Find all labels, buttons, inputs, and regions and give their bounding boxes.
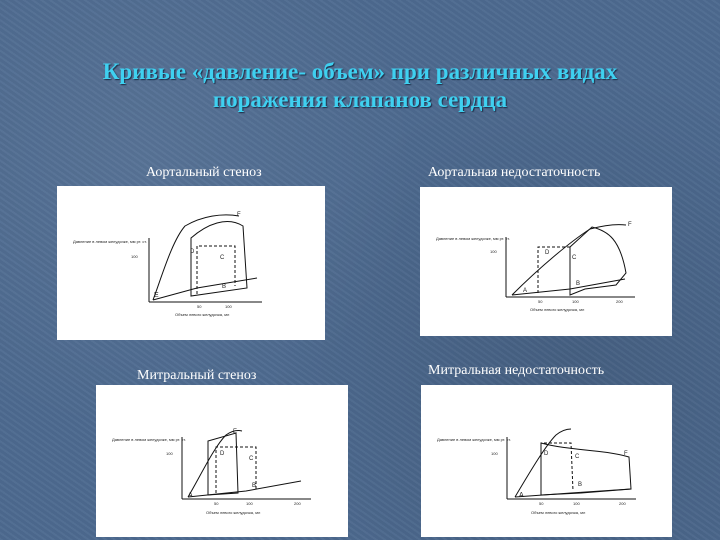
caption-mitral-stenosis: Митральный стеноз	[137, 368, 257, 383]
y-tick: 100	[490, 249, 497, 254]
point-label-top: F	[237, 212, 241, 218]
x-tick-3: 200	[294, 501, 301, 506]
x-tick-3: 200	[616, 299, 623, 304]
panel-aortic-stenosis	[57, 186, 325, 340]
point-label-start: A	[519, 492, 524, 499]
x-tick-1: 50	[539, 501, 544, 506]
point-label-start: A	[523, 288, 528, 294]
point-label-b: B	[252, 483, 257, 489]
point-label-start: A	[188, 492, 193, 499]
x-tick-1: 50	[538, 299, 543, 304]
point-label-top: E	[233, 429, 238, 435]
x-tick-1: 50	[214, 501, 219, 506]
diastolic-limit-curve	[188, 481, 301, 497]
panel-mitral-regurgitation	[421, 385, 672, 537]
x-tick-3: 200	[619, 501, 626, 506]
caption-aortic-stenosis: Аортальный стеноз	[146, 165, 262, 180]
x-tick-2: 100	[225, 304, 232, 309]
x-tick-2: 100	[572, 299, 579, 304]
pv-loop-mitral-stenosis	[96, 385, 348, 537]
y-axis-caption: Давление в левом желудочке, мм рт. ст.	[112, 437, 186, 442]
systolic-limit-curve	[188, 430, 242, 497]
point-label-start: E	[154, 292, 159, 299]
systolic-limit-curve	[153, 215, 239, 300]
y-axis-caption: Давление в левом желудочке, мм рт. ст.	[73, 239, 147, 244]
slide-title-line-2: поражения клапанов сердца	[212, 87, 508, 112]
point-label-b: B	[576, 281, 581, 287]
x-axis-caption: Объем левого желудочка, мл	[530, 307, 585, 312]
point-label-top: F	[624, 451, 628, 457]
point-label-c: C	[220, 255, 225, 261]
systolic-limit-curve	[515, 429, 571, 497]
pv-loop-mitral-regurgitation	[421, 385, 672, 537]
point-label-b: B	[222, 284, 227, 290]
normal-loop	[538, 247, 570, 293]
y-axis-caption: Давление в левом желудочке, мм рт. ст.	[436, 236, 510, 241]
slide-title	[40, 58, 680, 114]
x-axis-caption: Объем левого желудочка, мл	[206, 510, 261, 515]
point-label-c: C	[572, 255, 577, 261]
panel-mitral-stenosis	[96, 385, 348, 537]
pv-loop-aortic-stenosis	[57, 186, 325, 340]
point-label-c: C	[249, 456, 254, 462]
panel-aortic-regurgitation	[420, 187, 672, 336]
x-tick-2: 100	[573, 501, 580, 506]
pv-loop	[208, 433, 238, 495]
point-label-d: D	[220, 451, 225, 457]
x-axis-caption: Объем левого желудочка, мл	[175, 312, 230, 317]
pv-loop-aortic-regurgitation	[420, 187, 672, 336]
caption-mitral-regurgitation: Митральная недостаточность	[428, 363, 605, 378]
y-tick: 100	[131, 254, 138, 259]
point-label-d: D	[544, 451, 549, 457]
point-label-b: B	[578, 482, 583, 488]
slide-title-line-1: Кривые «давление- объем» при различных видах	[102, 59, 618, 84]
point-label-d: D	[545, 250, 550, 256]
point-label-top: F	[628, 222, 632, 228]
x-tick-1: 50	[197, 304, 202, 309]
x-tick-2: 100	[246, 501, 253, 506]
y-tick: 100	[166, 451, 173, 456]
point-label-d: D	[190, 249, 195, 255]
diastolic-limit-curve	[512, 279, 625, 295]
y-axis-caption: Давление в левом желудочке, мм рт. ст.	[437, 437, 511, 442]
y-tick: 100	[491, 451, 498, 456]
x-axis-caption: Объем левого желудочка, мл	[531, 510, 586, 515]
pv-loop	[541, 443, 631, 495]
caption-aortic-regurgitation: Аортальная недостаточность	[428, 165, 601, 180]
point-label-c: C	[575, 454, 580, 460]
